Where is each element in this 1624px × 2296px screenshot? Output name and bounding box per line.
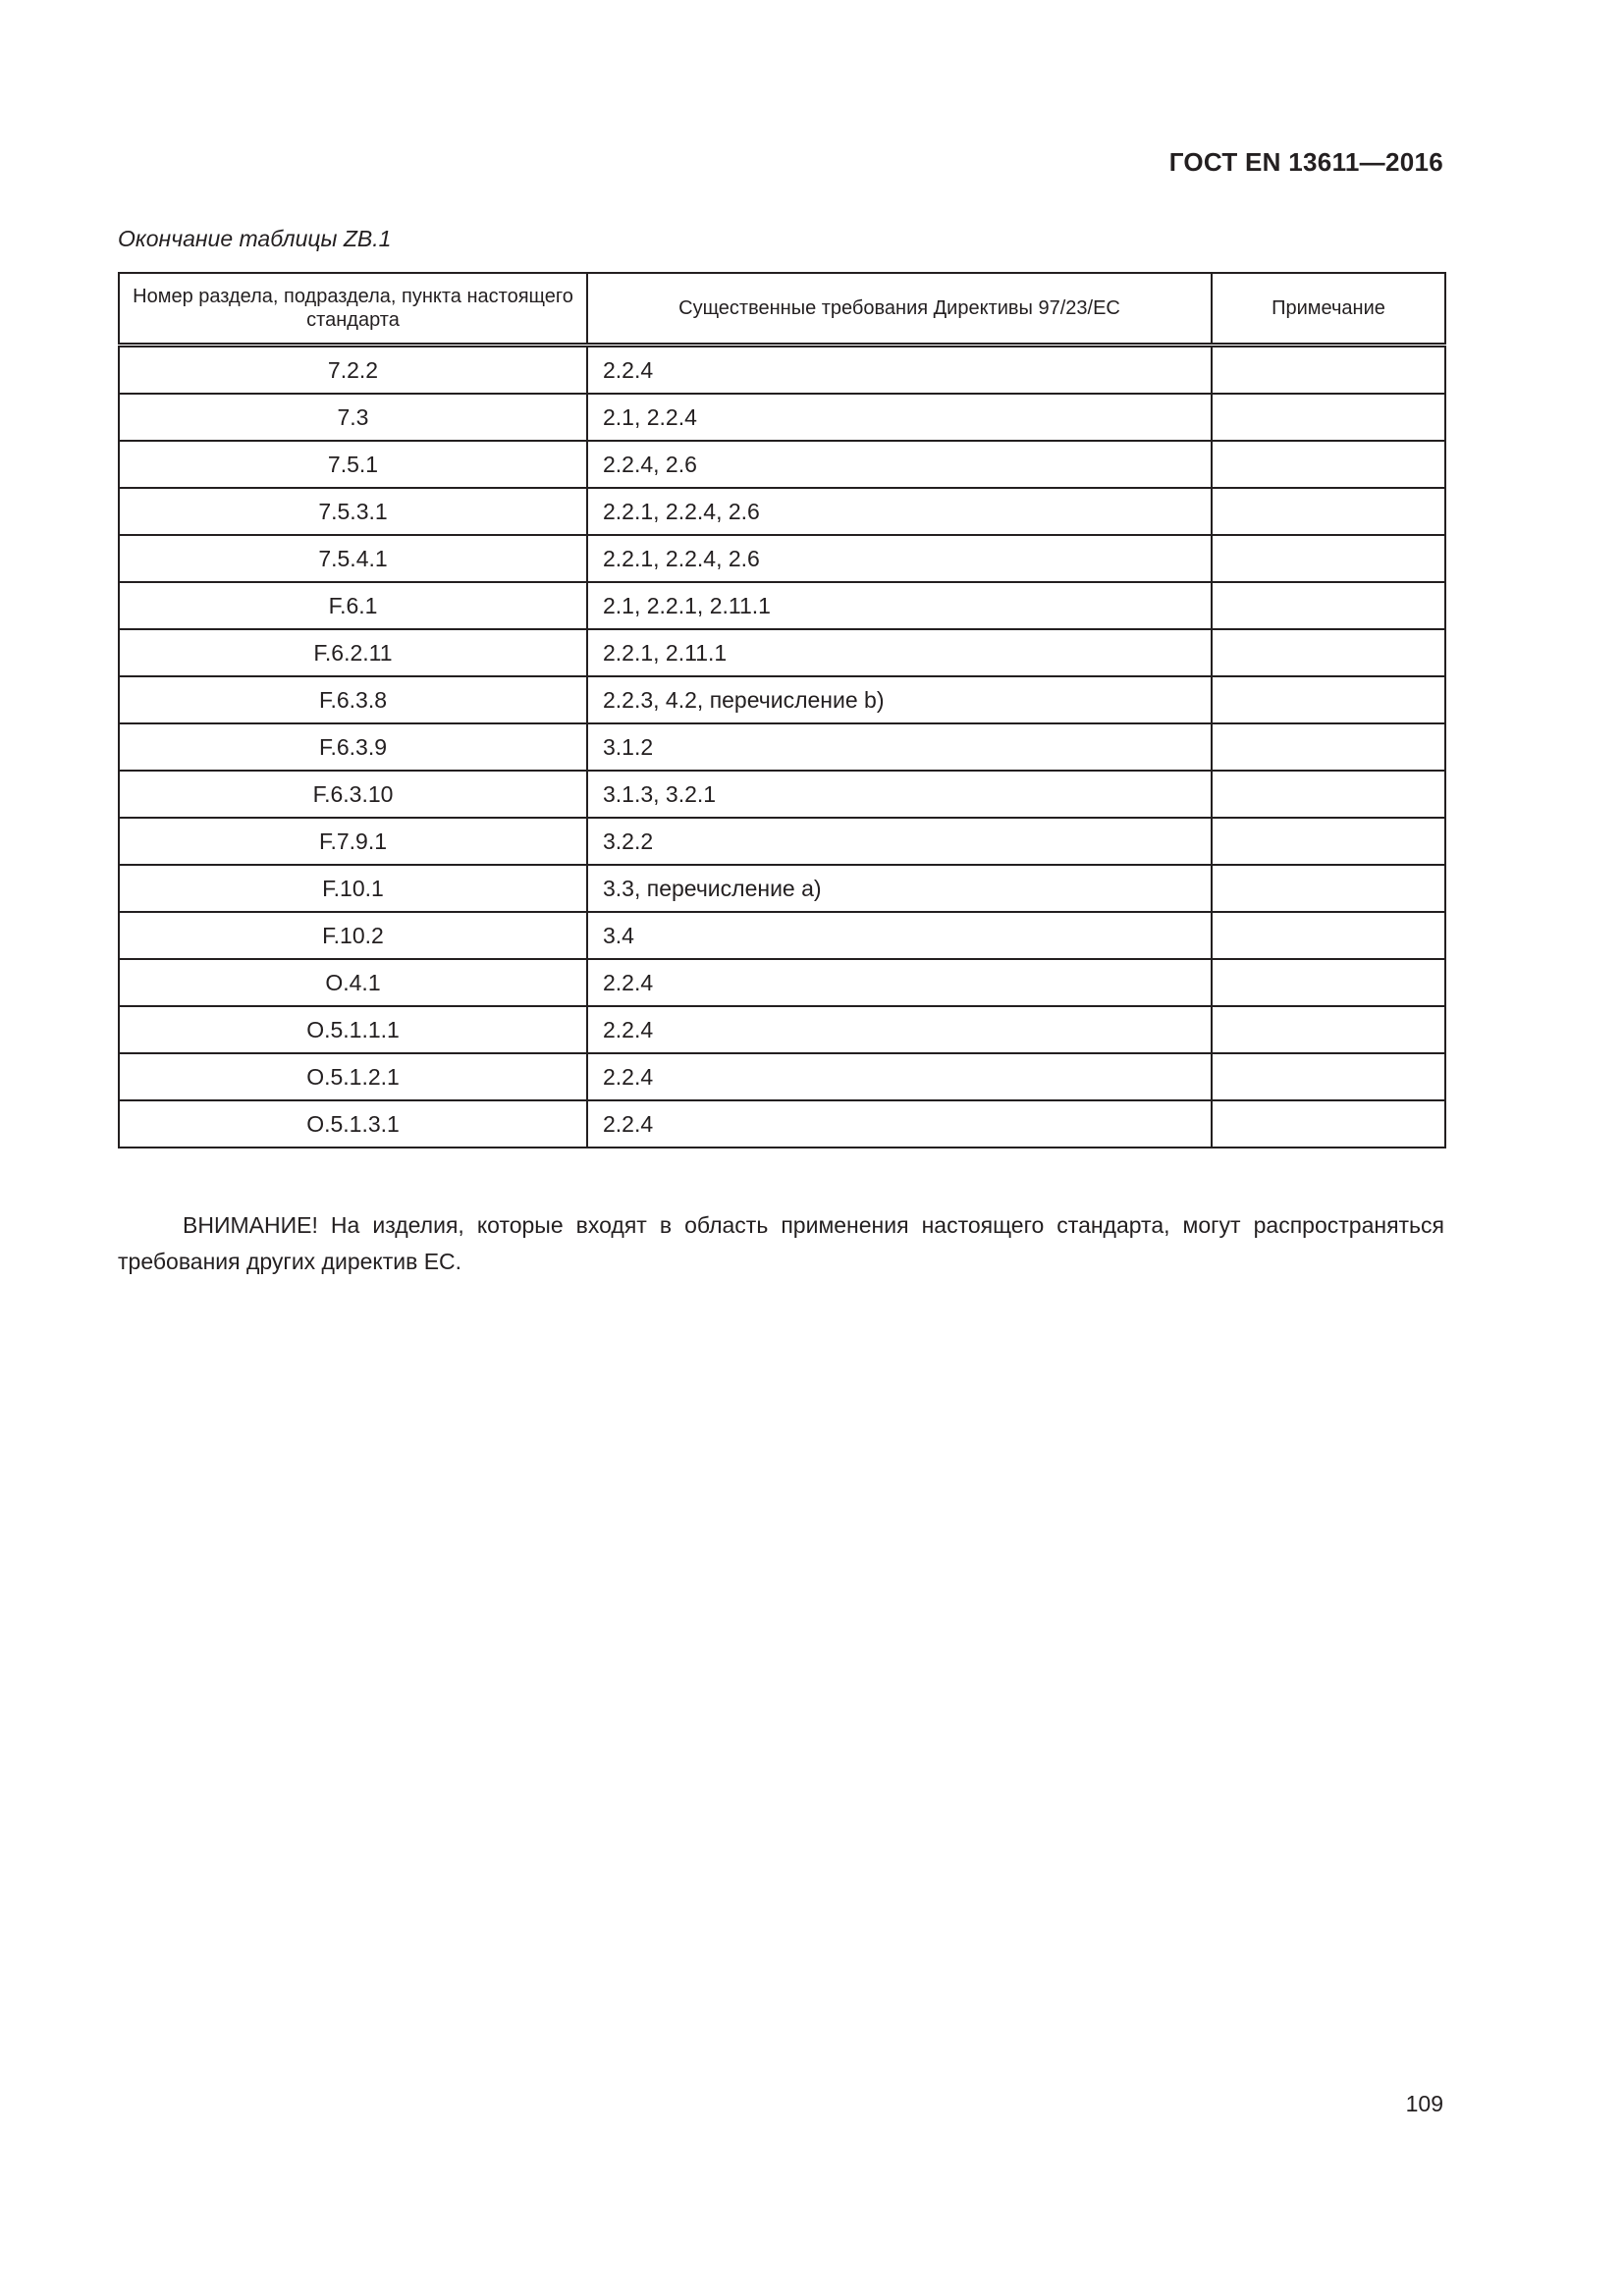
cell-note <box>1212 488 1445 535</box>
table-row <box>119 346 1445 395</box>
table-row <box>119 1053 1445 1100</box>
page-number: 109 <box>1405 2091 1443 2116</box>
cell-section: F.7.9.1 <box>119 818 587 865</box>
cell-section: F.6.3.8 <box>119 676 587 723</box>
table-row <box>119 582 1445 629</box>
cell-note <box>1212 394 1445 441</box>
cell-note <box>1212 959 1445 1006</box>
cell-section: 7.5.4.1 <box>119 535 587 582</box>
cell-note <box>1212 582 1445 629</box>
cell-note <box>1212 535 1445 582</box>
cell-requirements: 2.2.1, 2.2.4, 2.6 <box>587 535 1212 582</box>
cell-section: F.6.3.9 <box>119 723 587 771</box>
cell-note <box>1212 771 1445 818</box>
table-row <box>119 488 1445 535</box>
cell-section: 7.5.3.1 <box>119 488 587 535</box>
cell-section: O.5.1.1.1 <box>119 1006 587 1053</box>
column-header-requirements: Существенные требования Директивы 97/23/EC <box>587 273 1212 346</box>
cell-section: F.6.1 <box>119 582 587 629</box>
attention-note <box>118 1207 1444 1280</box>
cell-requirements: 2.1, 2.2.4 <box>587 394 1212 441</box>
table-body <box>119 346 1445 1148</box>
cell-requirements: 2.2.4, 2.6 <box>587 441 1212 488</box>
table-header <box>119 273 1445 346</box>
cell-section: O.5.1.2.1 <box>119 1053 587 1100</box>
cell-note <box>1212 346 1445 395</box>
cell-section: O.4.1 <box>119 959 587 1006</box>
table-row <box>119 441 1445 488</box>
cell-section: F.6.2.11 <box>119 629 587 676</box>
table-row <box>119 676 1445 723</box>
cell-section: O.5.1.3.1 <box>119 1100 587 1148</box>
cell-requirements: 3.3, перечисление a) <box>587 865 1212 912</box>
table-row <box>119 1100 1445 1148</box>
cell-section: F.10.1 <box>119 865 587 912</box>
cell-note <box>1212 1100 1445 1148</box>
cell-requirements: 2.2.4 <box>587 1053 1212 1100</box>
cell-note <box>1212 629 1445 676</box>
table-row <box>119 723 1445 771</box>
cell-note <box>1212 723 1445 771</box>
cell-requirements: 2.2.4 <box>587 346 1212 395</box>
table-row <box>119 535 1445 582</box>
document-header-title: ГОСТ EN 13611—2016 <box>1168 147 1443 177</box>
cell-section: 7.2.2 <box>119 346 587 395</box>
requirements-table <box>118 272 1446 1148</box>
table-caption: Окончание таблицы ZB.1 <box>118 226 392 251</box>
cell-section: 7.5.1 <box>119 441 587 488</box>
table-row <box>119 818 1445 865</box>
cell-section: F.10.2 <box>119 912 587 959</box>
cell-requirements: 3.1.3, 3.2.1 <box>587 771 1212 818</box>
cell-requirements: 3.4 <box>587 912 1212 959</box>
table-row <box>119 865 1445 912</box>
cell-requirements: 3.2.2 <box>587 818 1212 865</box>
cell-section: 7.3 <box>119 394 587 441</box>
cell-requirements: 2.2.4 <box>587 1006 1212 1053</box>
attention-note-text: ВНИМАНИЕ! На изделия, которые входят в область применения настоящего стандарта, могут распространяться требования других директив ЕС. <box>118 1212 1444 1274</box>
cell-requirements: 2.2.3, 4.2, перечисление b) <box>587 676 1212 723</box>
table-row <box>119 1006 1445 1053</box>
cell-note <box>1212 912 1445 959</box>
column-header-note: Примечание <box>1212 273 1445 346</box>
cell-requirements: 2.2.4 <box>587 959 1212 1006</box>
cell-note <box>1212 1006 1445 1053</box>
cell-note <box>1212 865 1445 912</box>
cell-requirements: 2.2.1, 2.2.4, 2.6 <box>587 488 1212 535</box>
cell-note <box>1212 676 1445 723</box>
cell-note <box>1212 441 1445 488</box>
table-row <box>119 959 1445 1006</box>
table-row <box>119 912 1445 959</box>
table-row <box>119 629 1445 676</box>
table-row <box>119 771 1445 818</box>
cell-requirements: 2.2.4 <box>587 1100 1212 1148</box>
cell-requirements: 2.1, 2.2.1, 2.11.1 <box>587 582 1212 629</box>
cell-requirements: 3.1.2 <box>587 723 1212 771</box>
cell-section: F.6.3.10 <box>119 771 587 818</box>
table-header-row <box>119 273 1445 346</box>
cell-note <box>1212 818 1445 865</box>
table-row <box>119 394 1445 441</box>
column-header-section: Номер раздела, подраздела, пункта настоящего стандарта <box>119 273 587 346</box>
cell-note <box>1212 1053 1445 1100</box>
cell-requirements: 2.2.1, 2.11.1 <box>587 629 1212 676</box>
